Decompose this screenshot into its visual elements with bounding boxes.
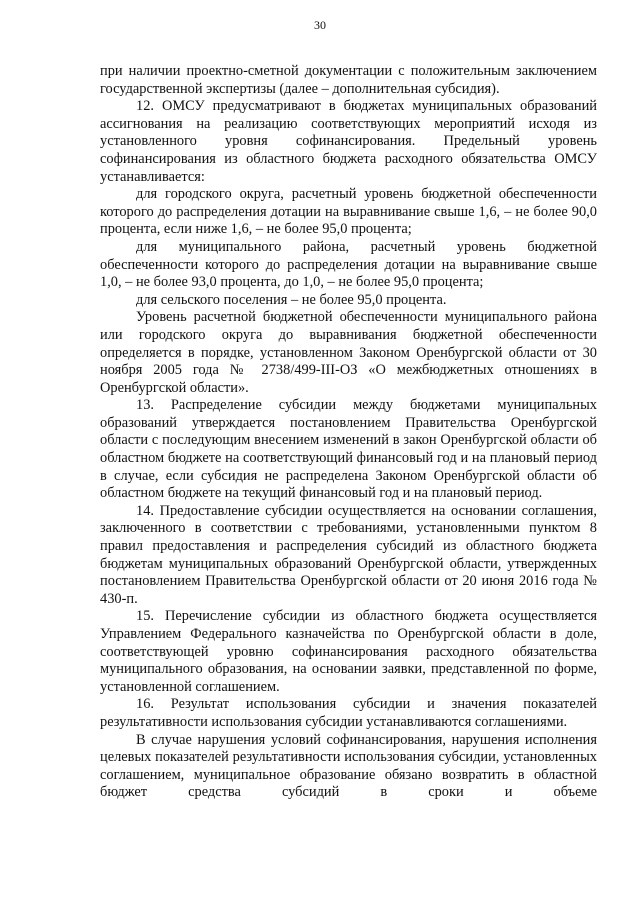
document-body (100, 63, 597, 802)
paragraph-14: 14. Предоставление субсидии осуществляется на основании соглашения, заключенного в соответствии с требованиями, установленными пунктом 8 правил предоставления и распределения субсидий из областного бюджета бюджетам муниципальных образований Оренбургской области, утвержденных постановлением Правительства Оренбургской области от 20 июня 2016 года № 430-п. (100, 502, 597, 607)
paragraph-16: 16. Результат использования субсидии и значения показателей результативности использования субсидии устанавливаются соглашениями. (100, 696, 597, 730)
paragraph-budget-level: Уровень расчетной бюджетной обеспеченности муниципального района или городского округа до выравнивания бюджетной обеспеченности определяется в порядке, установленном Законом Оренбургской области от 30 ноября 2005 года № 2738/499-III-ОЗ «О межбюджетных отношениях в Оренбургской области». (100, 309, 597, 396)
paragraph-city-district: для городского округа, расчетный уровень бюджетной обеспеченности которого до распределения дотации на выравнивание свыше 1,6, – не более 90,0 процента, если ниже 1,6, – не более 95,0 процента; (100, 186, 597, 238)
paragraph-subsidy-condition: при наличии проектно-сметной документации с положительным заключением государственной экспертизы (далее – дополнительная субсидия). (100, 63, 597, 97)
paragraph-rural-settlement: для сельского поселения – не более 95,0 процента. (136, 291, 447, 308)
paragraph-12: 12. ОМСУ предусматривают в бюджетах муниципальных образований ассигнования на реализацию соответствующих мероприятий исходя из установленного уровня софинансирования. Предельный уровень софинансирования из областного бюджета расходного обязательства ОМСУ устанавливается: (100, 98, 597, 185)
paragraph-13: 13. Распределение субсидии между бюджетами муниципальных образований утверждается постановлением Правительства Оренбургской области с последующим внесением изменений в закон Оренбургской области об областном бюджете на соответствующий финансовый год и на плановый период в случае, если субсидия не распределена Законом Оренбургской области об областном бюджете на текущий финансовый год и на плановый период. (100, 397, 597, 502)
paragraph-municipal-district: для муниципального района, расчетный уровень бюджетной обеспеченности которого до распределения дотации на выравнивание свыше 1,0, – не более 93,0 процента, до 1,0, – не более 95,0 процента; (100, 238, 597, 291)
page-number: 30 (314, 18, 326, 32)
paragraph-15: 15. Перечисление субсидии из областного бюджета осуществляется Управлением Федерального казначейства по Оренбургской области в доле, соответствующей уровню софинансирования расходного обязательства муниципального образования, на основании заявки, представленной по форме, установленной соглашением. (100, 608, 597, 695)
paragraph-violation: В случае нарушения условий софинансирования, нарушения исполнения целевых показателей результативности использования субсидии, установленных соглашением, муниципальное образование обязано возвратить в областной бюджет средства субсидий в сроки и объеме (100, 731, 597, 801)
